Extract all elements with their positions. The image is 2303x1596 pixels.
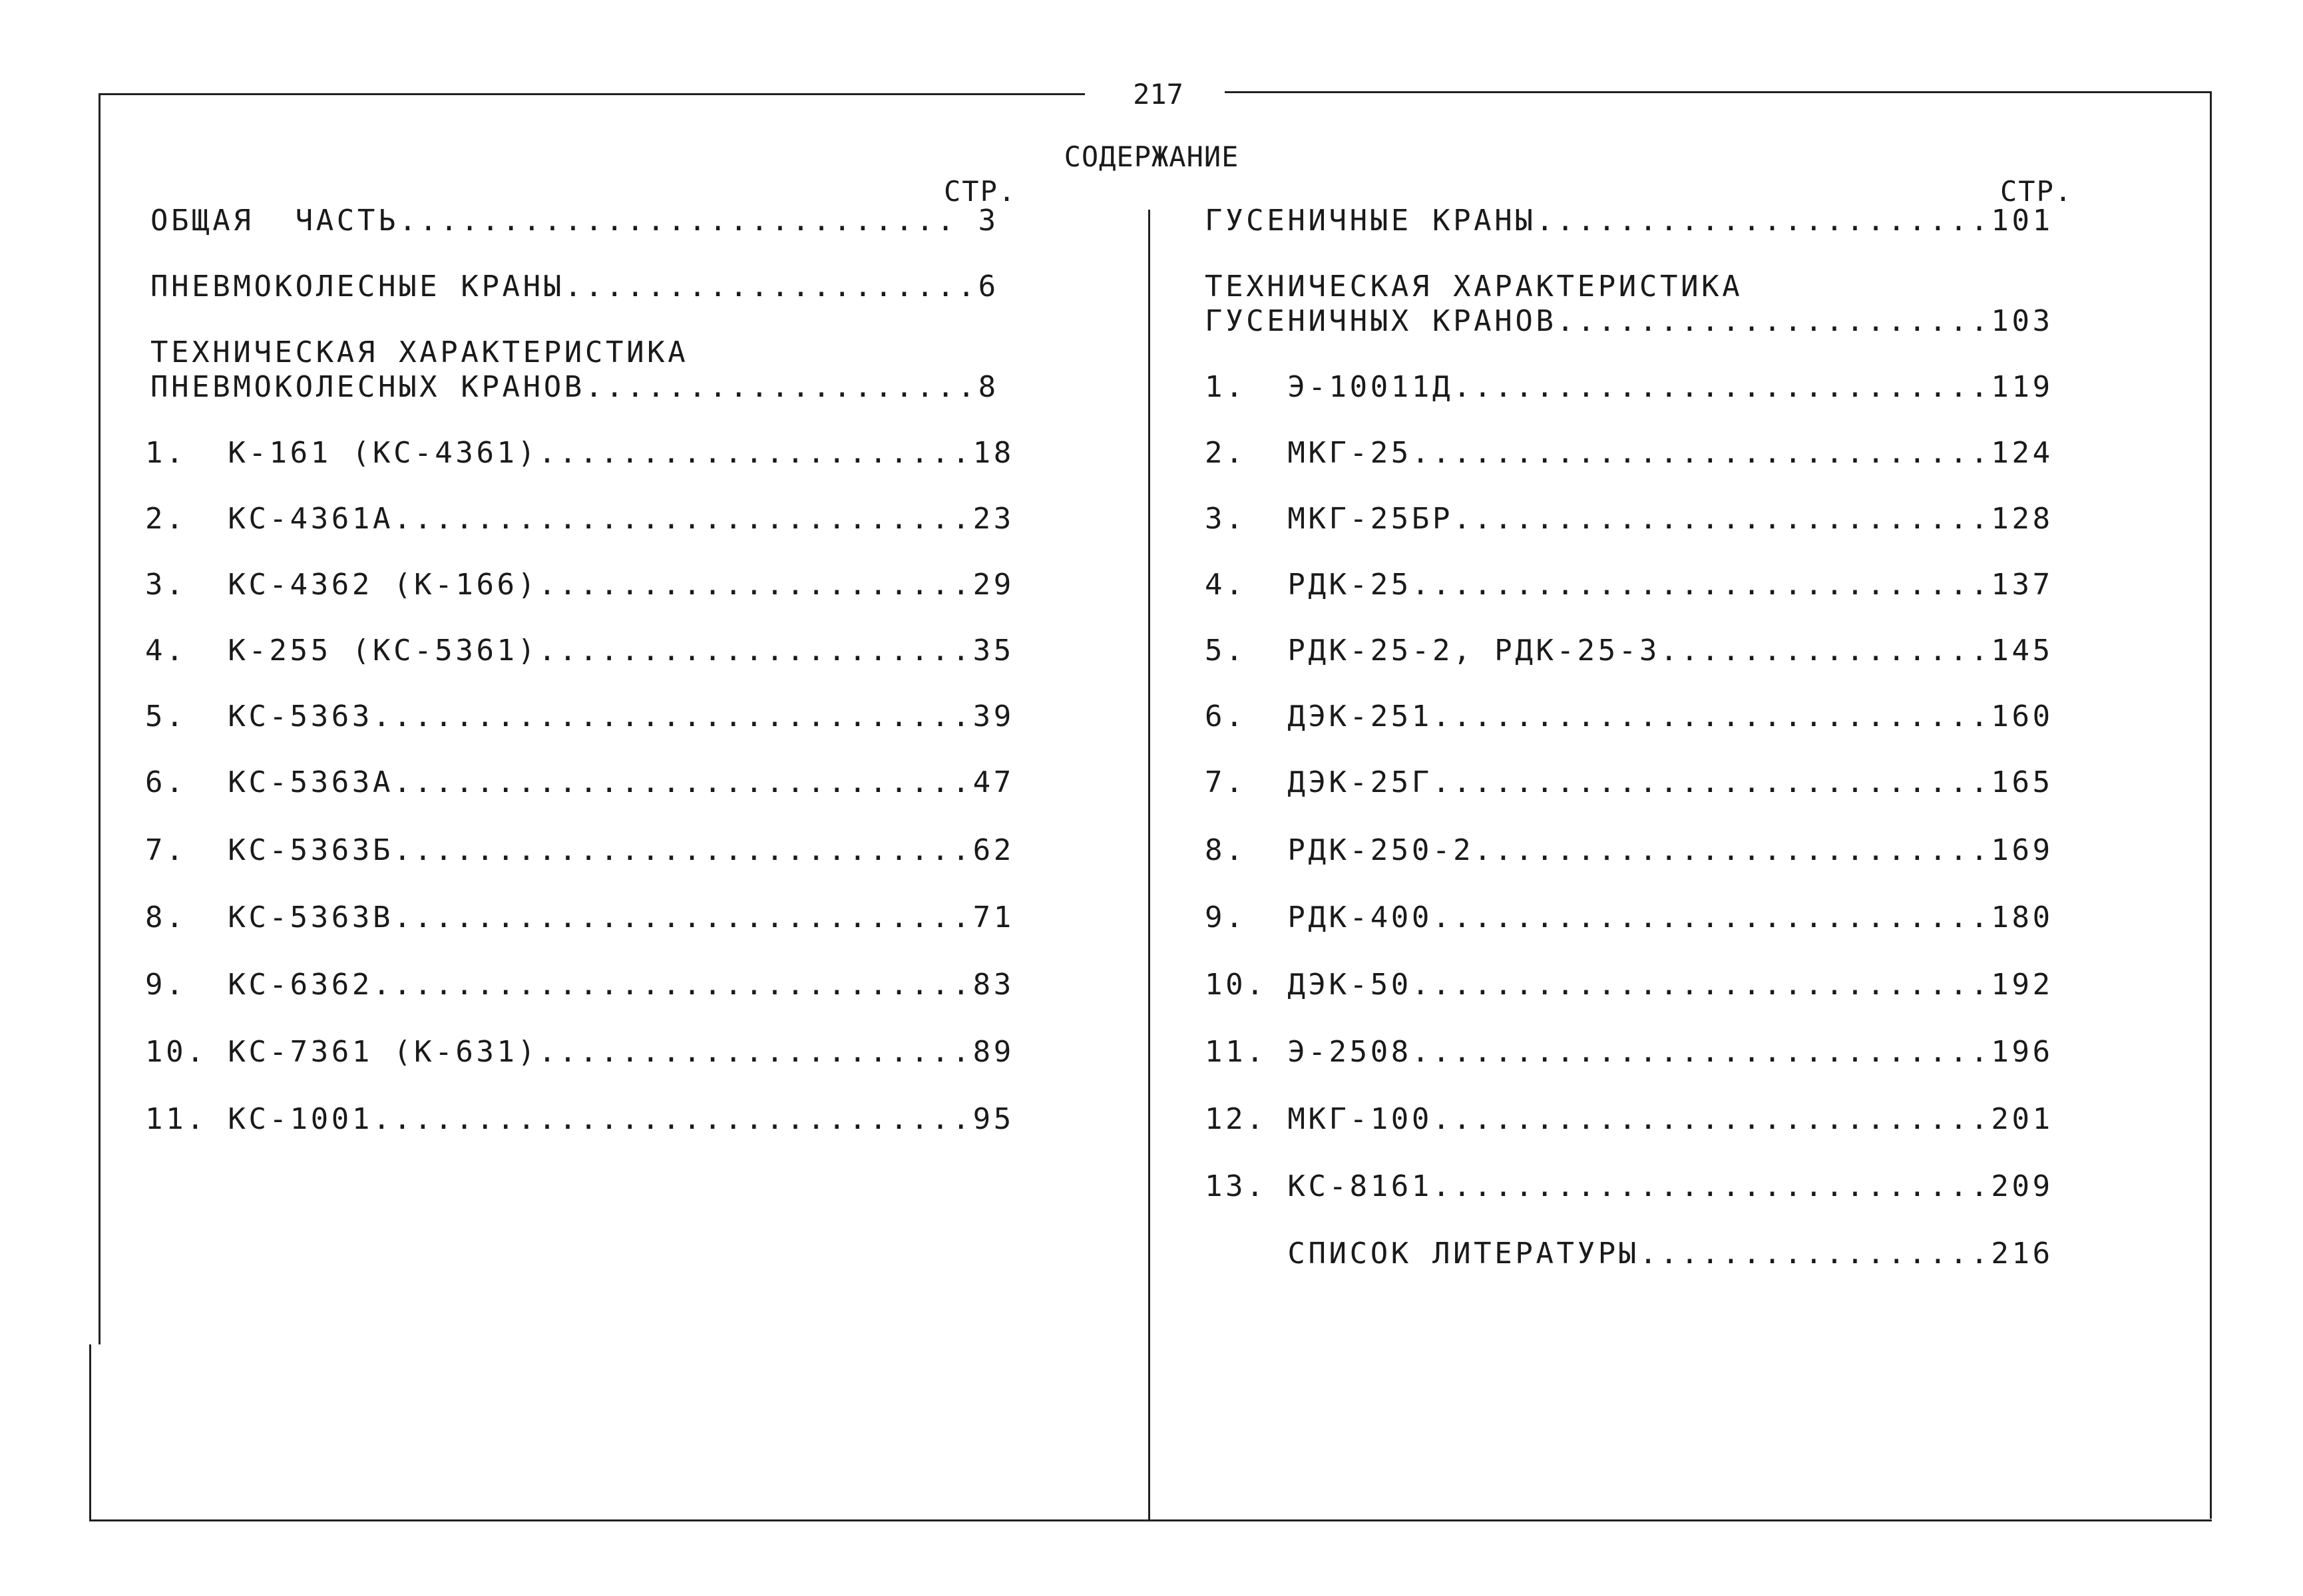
- toc-entry-general: ОБЩАЯ ЧАСТЬ........................... 3: [150, 204, 999, 238]
- toc-entry-left-11: 11. КС-1001.............................95: [145, 1102, 1014, 1136]
- toc-entry-tech-spec-crawler: ГУСЕНИЧНЫХ КРАНОВ.....................103: [1205, 304, 2053, 338]
- toc-entry-right-7: 7. ДЭК-25Г...........................165: [1205, 765, 2053, 799]
- page-title: СОДЕРЖАНИЕ: [1064, 140, 1239, 173]
- page-number: 217: [1098, 75, 1218, 114]
- toc-entry-right-12: 12. МКГ-100...........................201: [1205, 1102, 2053, 1136]
- toc-entry-right-13: 13. КС-8161...........................209: [1205, 1169, 2053, 1203]
- toc-entry-crawler-cranes: ГУСЕНИЧНЫЕ КРАНЫ......................101: [1205, 204, 2053, 238]
- toc-entry-right-9: 9. РДК-400...........................180: [1205, 900, 2053, 934]
- frame-top-left: [100, 93, 1085, 95]
- frame-top-right: [1225, 91, 2211, 93]
- toc-entry-right-3: 3. МКГ-25БР..........................128: [1205, 502, 2053, 536]
- toc-entry-left-5: 5. КС-5363.............................39: [145, 699, 1014, 733]
- toc-entry-left-6: 6. КС-5363А............................47: [145, 765, 1014, 799]
- toc-entry-right-11: 11. Э-2508............................196: [1205, 1035, 2053, 1069]
- toc-entry-right-10: 10. ДЭК-50............................192: [1205, 968, 2053, 1002]
- toc-entry-left-2: 2. КС-4361А............................23: [145, 502, 1014, 536]
- toc-entry-pneumatic-cranes: ПНЕВМОКОЛЕСНЫЕ КРАНЫ....................6: [150, 270, 999, 303]
- toc-entry-left-7: 7. КС-5363Б............................62: [145, 833, 1014, 867]
- frame-right: [2210, 91, 2212, 1519]
- toc-entry-left-9: 9. КС-6362.............................83: [145, 968, 1014, 1002]
- toc-entry-right-2: 2. МКГ-25............................124: [1205, 436, 2053, 470]
- left-page-header: СТР.: [944, 175, 1017, 208]
- toc-entry-left-10: 10. КС-7361 (К-631).....................89: [145, 1035, 1014, 1069]
- toc-entry-bibliography: СПИСОК ЛИТЕРАТУРЫ.................216: [1205, 1237, 2053, 1271]
- right-page-header: СТР.: [2000, 175, 2073, 208]
- frame-left-lower: [89, 1344, 91, 1521]
- toc-entry-tech-spec-heading: ТЕХНИЧЕСКАЯ ХАРАКТЕРИСТИКА: [150, 335, 689, 369]
- frame-left: [99, 93, 101, 1344]
- toc-entry-tech-spec-pneumatic: ПНЕВМОКОЛЕСНЫХ КРАНОВ...................8: [150, 370, 999, 404]
- toc-entry-left-1: 1. К-161 (КС-4361).....................18: [145, 436, 1014, 470]
- column-divider: [1148, 210, 1150, 1521]
- toc-entry-tech-spec-heading-right: ТЕХНИЧЕСКАЯ ХАРАКТЕРИСТИКА: [1205, 270, 1743, 303]
- toc-entry-right-8: 8. РДК-250-2.........................169: [1205, 833, 2053, 867]
- toc-entry-left-3: 3. КС-4362 (К-166).....................29: [145, 568, 1014, 602]
- frame-bottom: [89, 1519, 2212, 1521]
- toc-entry-right-6: 6. ДЭК-251...........................160: [1205, 699, 2053, 733]
- toc-entry-right-4: 4. РДК-25............................137: [1205, 568, 2053, 602]
- toc-entry-right-1: 1. Э-10011Д..........................119: [1205, 370, 2053, 404]
- toc-entry-left-8: 8. КС-5363В............................71: [145, 900, 1014, 934]
- toc-entry-right-5: 5. РДК-25-2, РДК-25-3................145: [1205, 634, 2053, 668]
- toc-entry-left-4: 4. К-255 (КС-5361).....................35: [145, 634, 1014, 668]
